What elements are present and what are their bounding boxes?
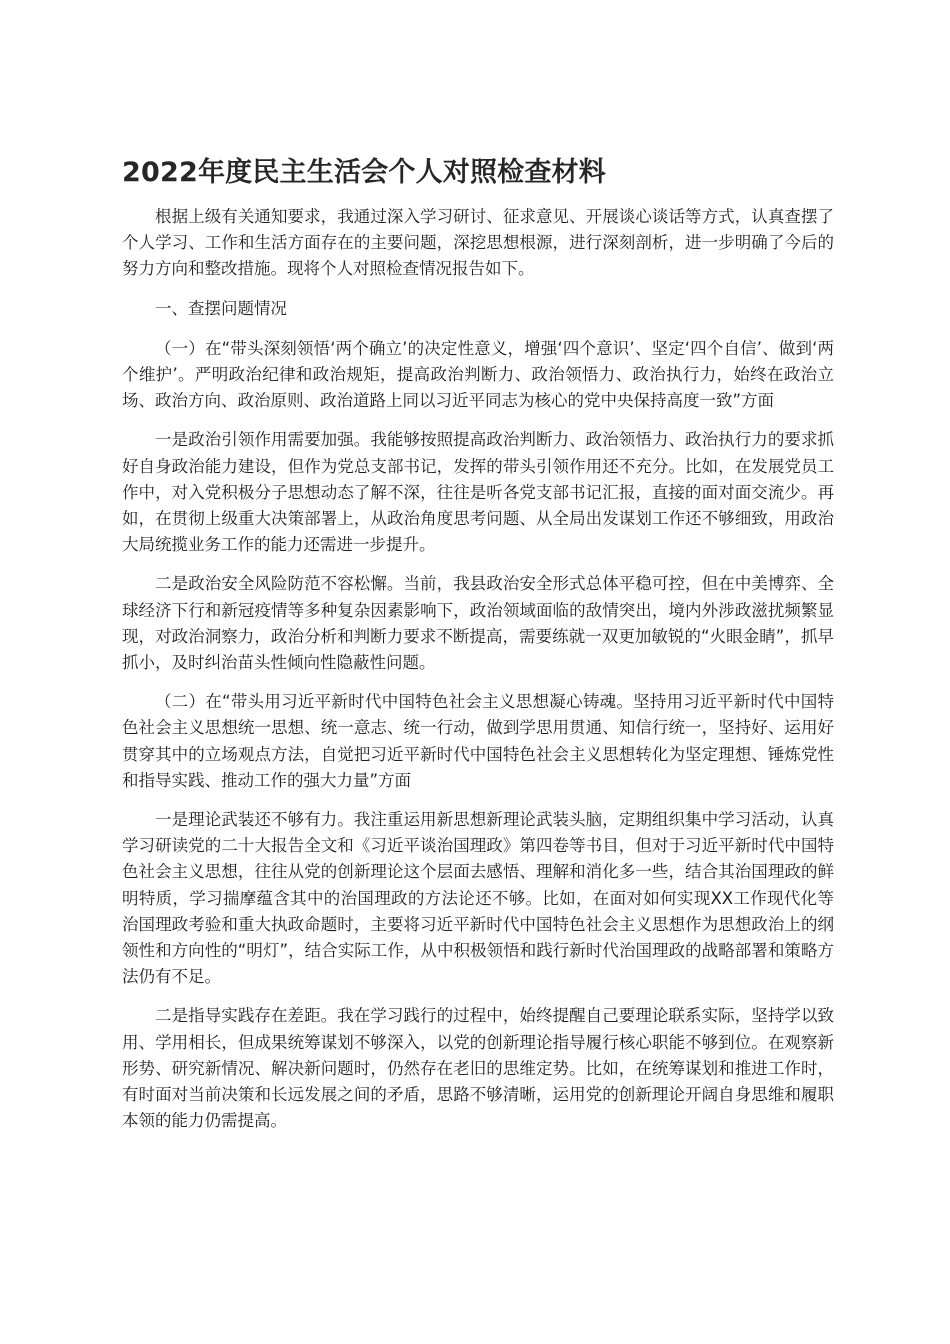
paragraph-practice-guidance: 二是指导实践存在差距。我在学习践行的过程中，始终提醒自己要理论联系实际，坚持学以致用、学用相长，但成果统筹谋划不够深入，以党的创新理论指导履行核心职能不够到位。在观察新形势、研究新情况、解决新问题时，仍然存在老旧的思维定势。比如，在统筹谋划和推进工作时，有时面对当前决策和长远发展之间的矛盾，思路不够清晰，运用党的创新理论开阔自身思维和履职本领的能力仍需提高。 [122, 1006, 834, 1131]
section-heading: 一、查摆问题情况 [155, 298, 287, 318]
subsection-heading-2: （二）在“带头用习近平新时代中国特色社会主义思想凝心铸魂。坚持用习近平新时代中国特色社会主义思想统一思想、统一意志、统一行动，做到学思用贯通、知信行统一，坚持好、运用好贯穿其中的立场观点方法，自觉把习近平新时代中国特色社会主义思想转化为坚定理想、锤炼党性和指导实践、推动工作的强大力量”方面 [122, 692, 834, 790]
paragraph-political-leadership: 一是政治引领作用需要加强。我能够按照提高政治判断力、政治领悟力、政治执行力的要求抓好自身政治能力建设，但作为党总支部书记，发挥的带头引领作用还不充分。比如，在发展党员工作中，对入党积极分子思想动态了解不深，往往是听各党支部书记汇报，直接的面对面交流少。再如，在贯彻上级重大决策部署上，从政治角度思考问题、从全局出发谋划工作还不够细致，用政治大局统揽业务工作的能力还需进一步提升。 [122, 430, 834, 555]
intro-paragraph: 根据上级有关通知要求，我通过深入学习研讨、征求意见、开展谈心谈话等方式，认真查摆了个人学习、工作和生活方面存在的主要问题，深挖思想根源，进行深刻剖析，进一步明确了今后的努力方向和整改措施。现将个人对照检查情况报告如下。 [122, 207, 834, 279]
document-page [122, 148, 834, 1148]
document-title: 2022年度民主生活会个人对照检查材料 [122, 157, 606, 188]
subsection-heading-1: （一）在“带头深刻领悟‘两个确立’的决定性意义，增强‘四个意识’、坚定‘四个自信’、做到‘两个维护’。严明政治纪律和政治规矩，提高政治判断力、政治领悟力、政治执行力，始终在政治立场、政治方向、政治原则、政治道路上同以习近平同志为核心的党中央保持高度一致”方面 [122, 338, 834, 411]
paragraph-political-security: 二是政治安全风险防范不容松懈。当前，我县政治安全形式总体平稳可控，但在中美博弈、全球经济下行和新冠疫情等多种复杂因素影响下，政治领域面临的敌情突出，境内外涉政滋扰频繁显现，对政治洞察力，政治分析和判断力要求不断提高，需要练就一双更加敏锐的“火眼金睛”，抓早抓小，及时纠治苗头性倾向性隐蔽性问题。 [122, 574, 834, 673]
paragraph-theory-study: 一是理论武装还不够有力。我注重运用新思想新理论武装头脑，定期组织集中学习活动，认真学习研读党的二十大报告全文和《习近平谈治国理政》第四卷等书目，但对于习近平新时代中国特色社会主义思想，往往从党的创新理论这个层面去感悟、理解和消化多一些，结合其治国理政的鲜明特质，学习揣摩蕴含其中的治国理政的方法论还不够。比如，在面对如何实现XX工作现代化等治国理政考验和重大执政命题时，主要将习近平新时代中国特色社会主义思想作为思想政治上的纲领性和方向性的“明灯”，结合实际工作，从中积极领悟和践行新时代治国理政的战略部署和策略方法仍有不足。 [122, 810, 834, 987]
